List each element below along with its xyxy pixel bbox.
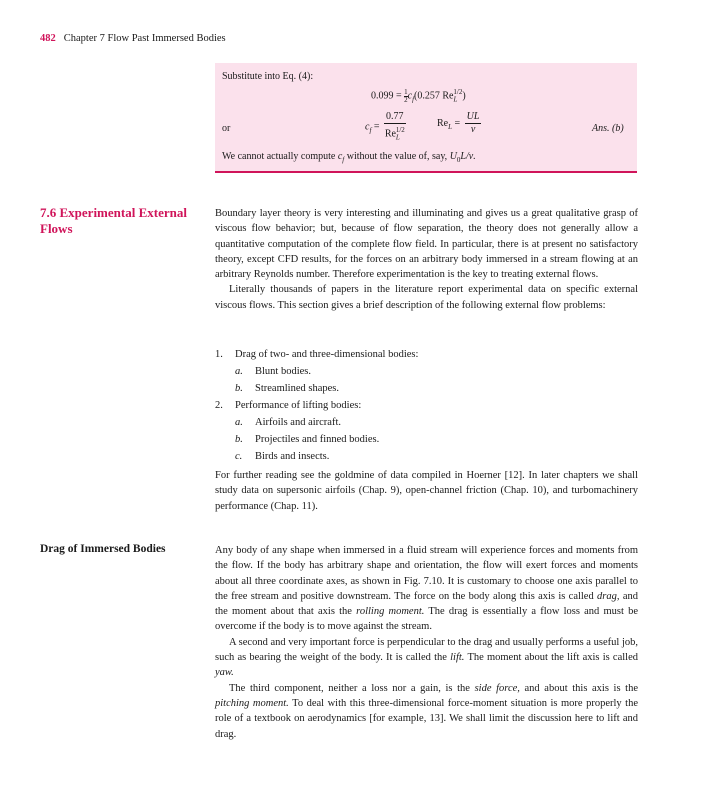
flow-problems-list <box>215 346 418 465</box>
substitute-line: Substitute into Eq. (4): <box>222 71 314 82</box>
drag-section-body <box>215 543 638 742</box>
section-heading-7-6: 7.6 Experimental External Flows <box>40 205 187 236</box>
half-fraction: $\frac{1}{2}$ <box>404 87 408 104</box>
chapter-title: Chapter 7 Flow Past Immersed Bodies <box>63 33 226 44</box>
list-item: b. Projectiles and finned bodies. <box>235 434 380 445</box>
or-label: or <box>222 123 231 134</box>
example-box <box>215 63 637 173</box>
list-item: 2. Performance of lifting bodies: <box>215 400 362 411</box>
reynolds-fraction: $\frac{UL}{\nu}$ <box>466 111 480 135</box>
running-header <box>40 33 226 44</box>
subsection-heading-drag: Drag of Immersed Bodies <box>40 543 166 555</box>
section-7-6-body <box>215 206 638 313</box>
cf-fraction: $\frac{0.77}{Re_L^{1/2}}$ <box>384 111 405 142</box>
page-number: 482 <box>40 33 56 44</box>
answer-label: Ans. (b) <box>592 123 624 134</box>
cf-equation: $c_f$ = $\frac{0.77}{Re_L^{1/2}}$ <box>365 111 405 142</box>
list-item: c. Birds and insects. <box>235 451 330 462</box>
paragraph: The third component, neither a loss nor a gain, is the side force, and about this axis is the pitching moment. To deal with this three-dimensional force-moment situation is more properly the role of a textbook on aerodynamics [for example, 13]. We shall limit the discussion here to lift and drag. <box>215 682 639 740</box>
further-reading-paragraph: For further reading see the goldmine of data compiled in Hoerner [12]. In later chapters we shall study data on supersonic airfoils (Chap. 9), open-channel friction (Chap. 10), and turbomachinery performance (Chap. 11). <box>215 470 638 512</box>
reynolds-definition: $Re_L$ = $\frac{UL}{\nu}$ <box>437 111 480 135</box>
paragraph: Any body of any shape when immersed in a fluid stream will experience forces and moments from the flow. If the body has arbitrary shape and orientation, the flow will exert forces and moments about all three coordinate axes, as shown in Fig. 7.10. It is customary to choose one axis parallel to the free stream and positive downstream. The force on the body along this axis is called drag, and the moment about that axis the rolling moment. The drag is essentially a flow loss and must be overcome if the body is to move against the stream. <box>215 545 638 633</box>
equation-1: 0.099 = $\frac{1}{2}$ $c_f(0.257$ $Re_L^{1/2}$) <box>371 87 466 104</box>
list-item: a. Blunt bodies. <box>235 366 312 377</box>
list-item: 1. Drag of two- and three-dimensional bodies: <box>215 349 419 360</box>
example-note: We cannot actually compute $c_f$ without the value of, say, $U_0L/\nu$. <box>222 151 476 164</box>
paragraph: Literally thousands of papers in the literature report experimental data on specific external viscous flows. This section gives a brief description of the following external flow problems: <box>215 284 638 311</box>
list-item: a. Airfoils and aircraft. <box>235 417 342 428</box>
paragraph: A second and very important force is perpendicular to the drag and usually performs a useful job, such as bearing the weight of the body. It is called the lift. The moment about the lift axis is called yaw. <box>215 636 638 679</box>
paragraph: Boundary layer theory is very interesting and illuminating and gives us a great qualitative grasp of viscous flow behavior; but, because of flow separation, the theory does not generally allow a quantitative computation of the complete flow field. In particular, there is at present no satisfactory theory, except CFD results, for the forces on an arbitrary body immersed in a stream flowing at an arbitrary Reynolds number. Therefore experimentation is the key to treating external flows. <box>215 208 638 281</box>
list-item: b. Streamlined shapes. <box>235 383 339 394</box>
